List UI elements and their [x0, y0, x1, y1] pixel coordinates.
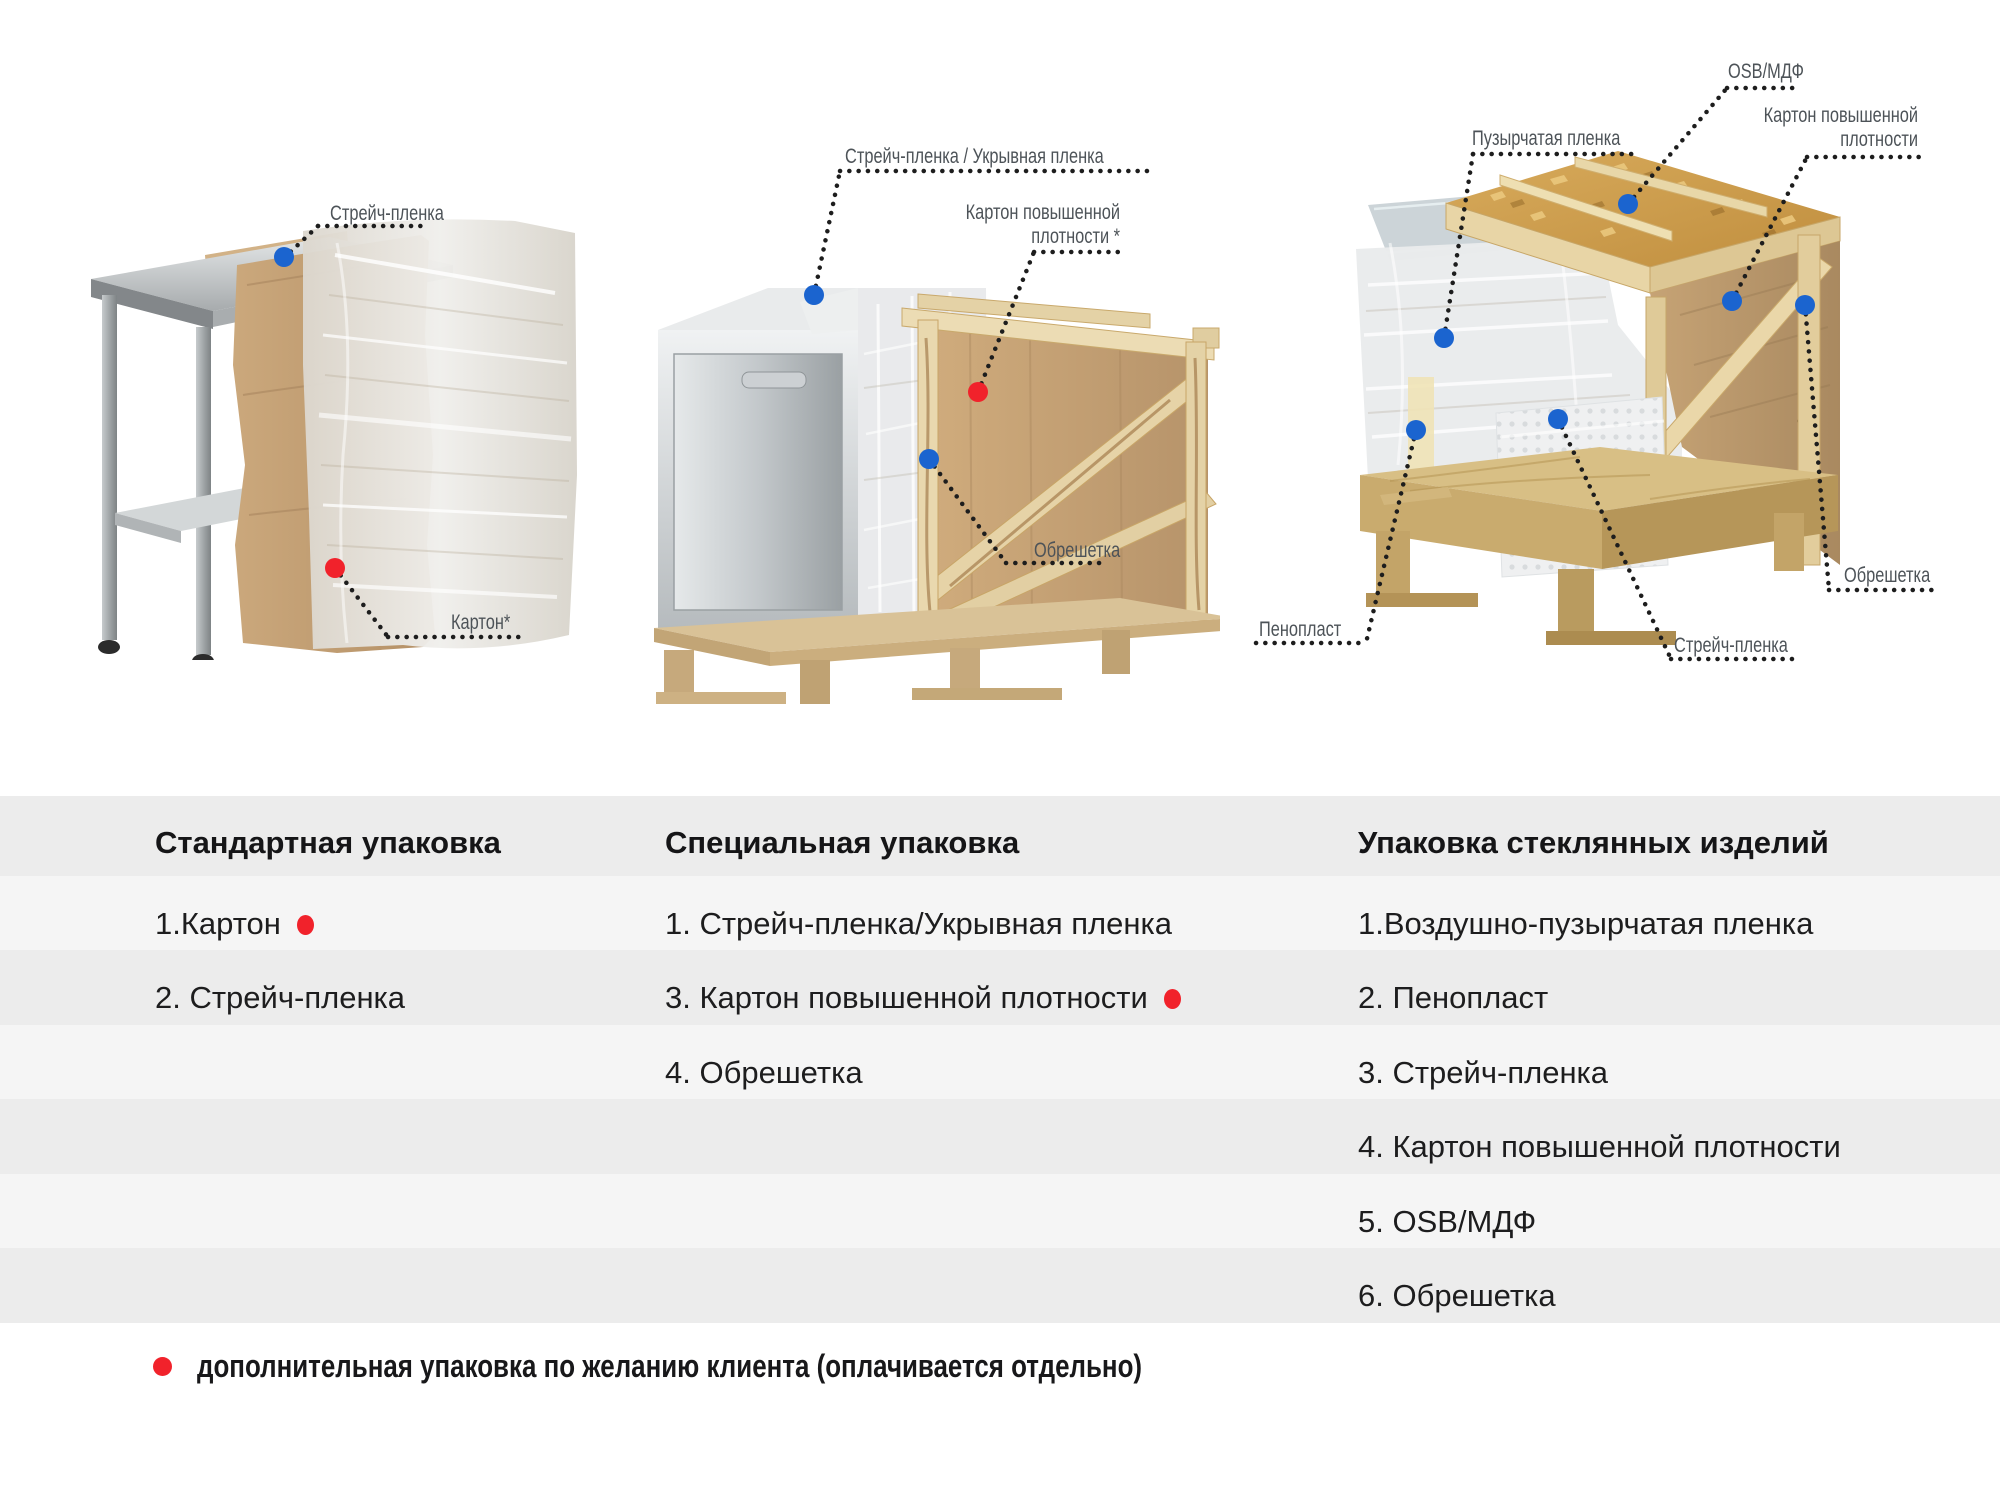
callout-standard-film: Стрейч-пленка: [330, 202, 444, 225]
callout-special-cardboard: [966, 201, 1120, 249]
standard-item-2: 2. Стрейч-пленка: [155, 980, 406, 1015]
special-item-1: 1. Стрейч-пленка/Укрывная пленка: [665, 906, 1172, 941]
dot-glass-bubble: [1434, 328, 1454, 348]
dot-glass-crate: [1795, 295, 1815, 315]
callout-special-film: Стрейч-пленка / Укрывная пленка: [845, 145, 1104, 168]
column-header-standard: Стандартная упаковка: [155, 825, 501, 860]
dot-special-cardboard: [968, 382, 988, 402]
callout-glass-crate: Обрешетка: [1844, 564, 1931, 587]
leader-glass-bubble: [1444, 154, 1473, 338]
optional-marker-icon: [297, 915, 314, 935]
table-row-band-5: [0, 1174, 2000, 1248]
leader-glass-osb: [1628, 88, 1727, 204]
callout-special-cardboard-line2: плотности *: [1031, 225, 1120, 248]
special-item-3: 4. Обрешетка: [665, 1055, 863, 1090]
leader-special-cardboard: [978, 252, 1034, 392]
dot-standard-film: [274, 247, 294, 267]
dot-glass-osb: [1618, 194, 1638, 214]
standard-item-1: [155, 907, 314, 941]
dot-glass-film: [1548, 409, 1568, 429]
special-item-2-text: 3. Картон повышенной плотности: [665, 980, 1148, 1015]
dot-special-film: [804, 285, 824, 305]
optional-marker-icon: [1164, 989, 1181, 1009]
glass-item-3: 3. Стрейч-пленка: [1358, 1055, 1609, 1090]
legend: [153, 1347, 1364, 1385]
callout-glass-cardboard: [1764, 104, 1918, 152]
leader-glass-film: [1558, 419, 1671, 659]
callout-standard-cardboard: Картон*: [451, 611, 511, 634]
legend-text: дополнительная упаковка по желанию клиента (оплачивается отдельно): [197, 1348, 1143, 1384]
leader-special-film: [814, 171, 840, 295]
callout-glass-cardboard-line1: Картон повышенной: [1763, 104, 1918, 127]
glass-item-4: 4. Картон повышенной плотности: [1358, 1129, 1841, 1164]
standard-item-1-text: 1.Картон: [155, 906, 281, 941]
leader-special-crate: [929, 459, 1006, 563]
callout-glass-film: Стрейч-пленка: [1674, 634, 1788, 657]
special-item-2: [665, 981, 1181, 1015]
callout-glass-cardboard-line2: плотности: [1840, 128, 1918, 151]
callout-special-cardboard-line1: Картон повышенной: [965, 201, 1120, 224]
glass-item-6: 6. Обрешетка: [1358, 1278, 1556, 1313]
glass-item-1: 1.Воздушно-пузырчатая пленка: [1358, 906, 1814, 941]
legend-red-dot-icon: [153, 1357, 172, 1376]
dot-special-crate: [919, 449, 939, 469]
callout-glass-foam: Пенопласт: [1259, 618, 1342, 641]
column-header-special: Специальная упаковка: [665, 825, 1020, 860]
callout-glass-bubble: Пузырчатая пленка: [1472, 127, 1621, 150]
dot-standard-cardboard: [325, 558, 345, 578]
column-header-glass: Упаковка стеклянных изделий: [1358, 825, 1829, 860]
leader-glass-foam: [1366, 430, 1416, 643]
leader-glass-cardboard: [1732, 157, 1807, 301]
glass-item-5: 5. OSB/МДФ: [1358, 1204, 1537, 1239]
dot-glass-foam: [1406, 420, 1426, 440]
leader-glass-crate: [1805, 305, 1829, 590]
table-row-band-3: [0, 1025, 2000, 1099]
callout-glass-osb: OSB/МДФ: [1728, 60, 1804, 83]
glass-item-2: 2. Пенопласт: [1358, 980, 1549, 1015]
table-row-band-6: [0, 1248, 2000, 1323]
leader-standard-cardboard: [335, 568, 388, 637]
callout-special-crate: Обрешетка: [1034, 539, 1121, 562]
dot-glass-cardboard: [1722, 291, 1742, 311]
